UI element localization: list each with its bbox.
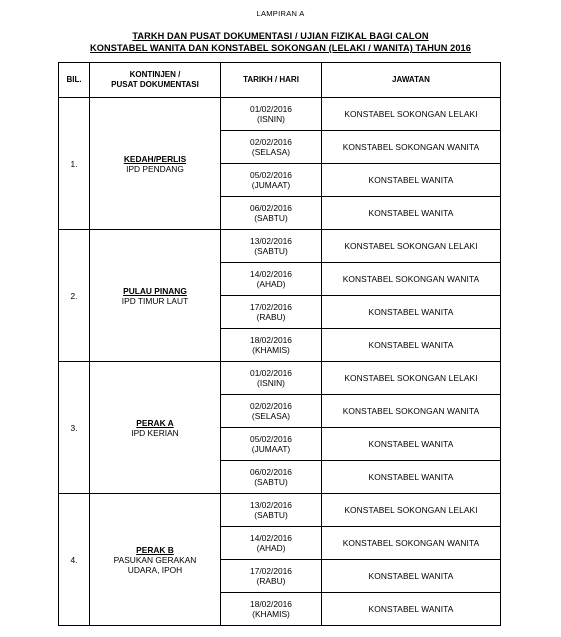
tarikh-date: 06/02/2016 (250, 203, 292, 213)
tarikh-cell (221, 329, 322, 362)
tarikh-cell (221, 428, 322, 461)
tarikh-date: 01/02/2016 (250, 368, 292, 378)
kontinjen-cell (90, 98, 221, 230)
column-header-jawatan: JAWATAN (322, 63, 501, 98)
tarikh-date: 17/02/2016 (250, 566, 292, 576)
schedule-table (58, 62, 501, 626)
tarikh-date: 02/02/2016 (250, 401, 292, 411)
jawatan-cell: KONSTABEL WANITA (322, 296, 501, 329)
tarikh-date: 01/02/2016 (250, 104, 292, 114)
jawatan-cell: KONSTABEL WANITA (322, 164, 501, 197)
tarikh-date: 02/02/2016 (250, 137, 292, 147)
tarikh-day: (SABTU) (254, 477, 288, 487)
column-header-kontinjen (90, 63, 221, 98)
document-title-line1 (0, 31, 561, 41)
jawatan-cell: KONSTABEL WANITA (322, 560, 501, 593)
table-body (59, 98, 501, 626)
table-header-row (59, 63, 501, 98)
tarikh-day: (SABTU) (254, 213, 288, 223)
bil-cell: 3. (59, 362, 90, 494)
tarikh-date: 05/02/2016 (250, 434, 292, 444)
tarikh-date: 14/02/2016 (250, 533, 292, 543)
tarikh-date: 18/02/2016 (250, 599, 292, 609)
column-header-kontinjen-line2: PUSAT DOKUMENTASI (111, 80, 199, 89)
tarikh-day: (RABU) (256, 576, 286, 586)
tarikh-day: (ISNIN) (257, 378, 285, 388)
kontinjen-name: PERAK B (136, 544, 174, 555)
table-row (59, 494, 501, 527)
tarikh-day: (KHAMIS) (252, 609, 290, 619)
pusat-dokumentasi: IPD TIMUR LAUT (121, 295, 189, 306)
tarikh-day: (RABU) (256, 312, 286, 322)
tarikh-day: (SABTU) (254, 246, 288, 256)
tarikh-day: (JUMAAT) (251, 180, 291, 190)
tarikh-cell (221, 197, 322, 230)
jawatan-cell: KONSTABEL SOKONGAN LELAKI (322, 98, 501, 131)
jawatan-cell: KONSTABEL SOKONGAN WANITA (322, 527, 501, 560)
tarikh-cell (221, 164, 322, 197)
pusat-dokumentasi: IPD KERIAN (131, 427, 179, 438)
column-header-tarikh: TARIKH / HARI (221, 63, 322, 98)
tarikh-cell (221, 593, 322, 626)
kontinjen-cell (90, 230, 221, 362)
column-header-bil: BIL. (59, 63, 90, 98)
appendix-label: LAMPIRAN A (256, 9, 305, 18)
tarikh-day: (KHAMIS) (252, 345, 290, 355)
document-title-line1-text: TARKH DAN PUSAT DOKUMENTASI / UJIAN FIZIKAL BAGI CALON (132, 31, 429, 41)
tarikh-cell (221, 230, 322, 263)
table-row (59, 98, 501, 131)
kontinjen-name: PULAU PINANG (123, 285, 187, 296)
jawatan-cell: KONSTABEL WANITA (322, 197, 501, 230)
jawatan-cell: KONSTABEL WANITA (322, 593, 501, 626)
kontinjen-cell (90, 494, 221, 626)
jawatan-cell: KONSTABEL SOKONGAN WANITA (322, 263, 501, 296)
document-title-line2-text: KONSTABEL WANITA DAN KONSTABEL SOKONGAN (LELAKI / WANITA) TAHUN 2016 (90, 43, 471, 53)
tarikh-date: 06/02/2016 (250, 467, 292, 477)
tarikh-day: (SELASA) (251, 147, 291, 157)
kontinjen-name: PERAK A (136, 417, 174, 428)
tarikh-cell (221, 131, 322, 164)
bil-cell: 4. (59, 494, 90, 626)
jawatan-cell: KONSTABEL SOKONGAN LELAKI (322, 494, 501, 527)
tarikh-date: 17/02/2016 (250, 302, 292, 312)
tarikh-cell (221, 461, 322, 494)
tarikh-date: 13/02/2016 (250, 236, 292, 246)
pusat-dokumentasi-line2: UDARA, IPOH (127, 564, 183, 575)
tarikh-date: 05/02/2016 (250, 170, 292, 180)
tarikh-day: (ISNIN) (257, 114, 285, 124)
tarikh-cell (221, 362, 322, 395)
tarikh-day: (SABTU) (254, 510, 288, 520)
tarikh-date: 18/02/2016 (250, 335, 292, 345)
tarikh-cell (221, 527, 322, 560)
tarikh-cell (221, 560, 322, 593)
jawatan-cell: KONSTABEL WANITA (322, 329, 501, 362)
tarikh-cell (221, 494, 322, 527)
table-row (59, 230, 501, 263)
tarikh-day: (AHAD) (256, 279, 286, 289)
tarikh-cell (221, 263, 322, 296)
jawatan-cell: KONSTABEL SOKONGAN WANITA (322, 131, 501, 164)
tarikh-day: (AHAD) (256, 543, 286, 553)
tarikh-day: (SELASA) (251, 411, 291, 421)
document-title-line2 (0, 43, 561, 53)
tarikh-date: 13/02/2016 (250, 500, 292, 510)
bil-cell: 1. (59, 98, 90, 230)
jawatan-cell: KONSTABEL WANITA (322, 428, 501, 461)
kontinjen-cell (90, 362, 221, 494)
tarikh-day: (JUMAAT) (251, 444, 291, 454)
pusat-dokumentasi: IPD PENDANG (126, 163, 184, 174)
tarikh-cell (221, 296, 322, 329)
table-row (59, 362, 501, 395)
kontinjen-name: KEDAH/PERLIS (123, 153, 187, 164)
jawatan-cell: KONSTABEL SOKONGAN LELAKI (322, 362, 501, 395)
tarikh-cell (221, 98, 322, 131)
column-header-kontinjen-line1: KONTINJEN / (129, 70, 181, 79)
tarikh-date: 14/02/2016 (250, 269, 292, 279)
pusat-dokumentasi: PASUKAN GERAKAN (113, 554, 197, 565)
jawatan-cell: KONSTABEL SOKONGAN LELAKI (322, 230, 501, 263)
jawatan-cell: KONSTABEL SOKONGAN WANITA (322, 395, 501, 428)
bil-cell: 2. (59, 230, 90, 362)
tarikh-cell (221, 395, 322, 428)
jawatan-cell: KONSTABEL WANITA (322, 461, 501, 494)
